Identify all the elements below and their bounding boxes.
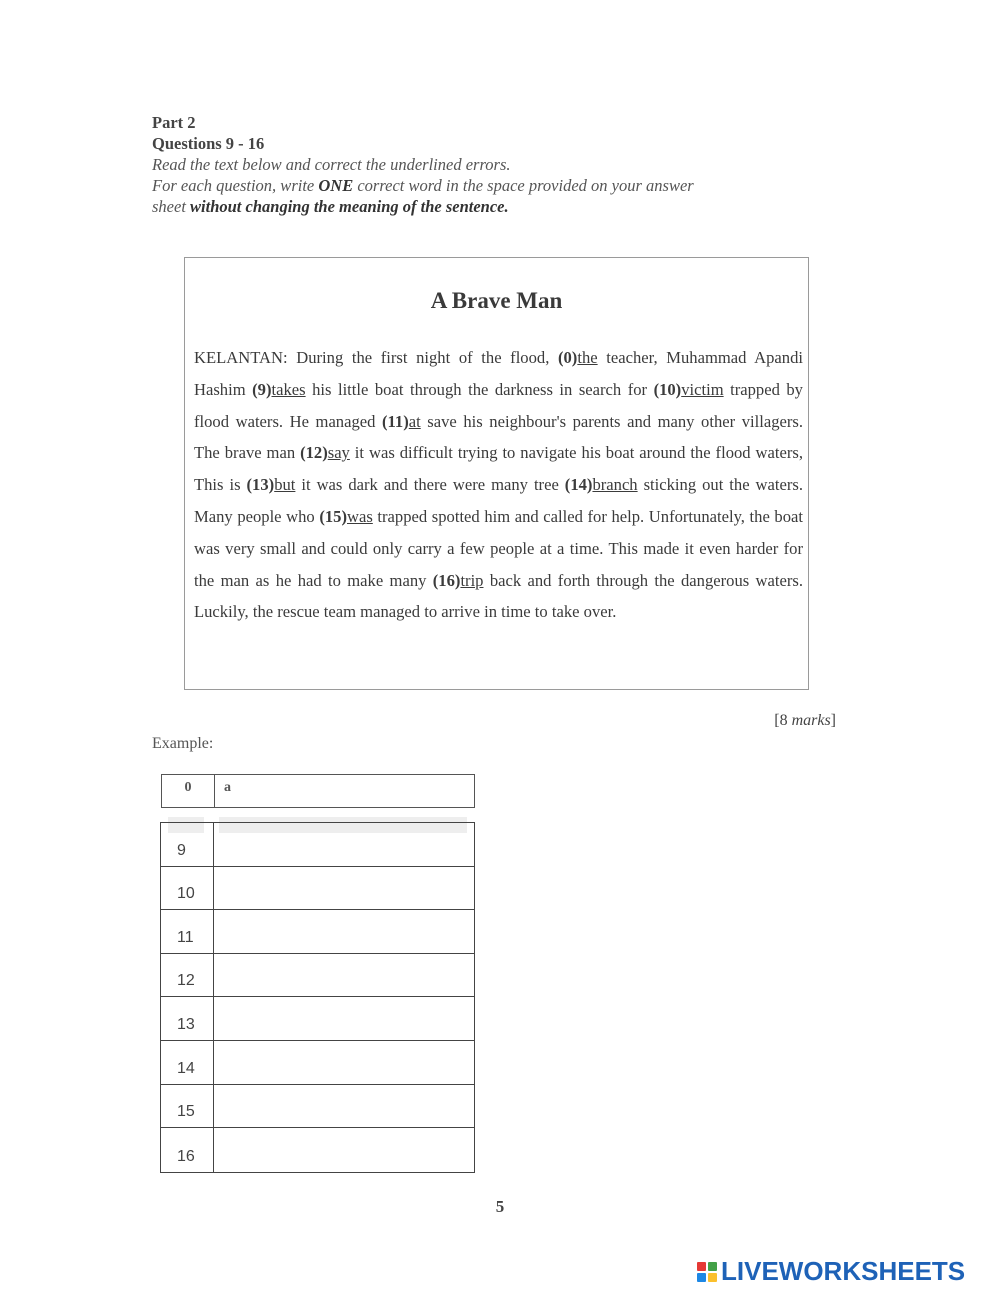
answer-number: 9 [161, 823, 214, 866]
example-number: 0 [162, 775, 215, 807]
example-answer: a [224, 780, 231, 795]
passage-segment: back and forth through the dangerous waters. Luckily, the rescue team managed to arrive in time to take over. [194, 570, 804, 622]
answer-number: 14 [161, 1041, 214, 1084]
answer-input-15[interactable] [214, 1085, 474, 1128]
logo-square [697, 1273, 706, 1282]
passage-segment: save his neighbour's parents and many other villagers. The brave man [194, 411, 803, 463]
answer-row [161, 867, 474, 911]
answer-table [160, 822, 475, 1173]
passage-segment: it was difficult trying to navigate his boat around the flood waters, This is [194, 443, 803, 495]
passage-segment: his little boat through the darkness in search for [305, 379, 654, 399]
logo-square [697, 1262, 706, 1271]
question-number: (0) [557, 348, 578, 367]
part-label: Part 2 [152, 113, 196, 132]
underlined-error: but [274, 475, 296, 495]
passage-segment: sticking out the waters. Many people who [194, 475, 803, 526]
question-number: (16) [432, 570, 461, 590]
question-number: (15) [319, 506, 347, 526]
answer-number: 11 [161, 910, 214, 953]
answer-input-12[interactable] [214, 954, 474, 997]
answer-input-11[interactable] [214, 910, 474, 953]
underlined-error: victim [681, 379, 724, 399]
answer-number: 15 [161, 1085, 214, 1128]
answer-input-9[interactable] [214, 823, 474, 866]
underlined-error: say [327, 443, 350, 463]
answer-row [161, 1041, 474, 1085]
logo-square [708, 1262, 717, 1271]
underlined-error: takes [271, 379, 306, 399]
answer-number: 12 [161, 954, 214, 997]
underlined-error: was [347, 506, 373, 526]
example-label: Example: [152, 735, 214, 752]
passage-segment: trapped spotted him and called for help. Unfortunately, the boat was very small and could only carry a few people at a time. This made it even harder for the man as he had to make many [194, 506, 803, 590]
answer-number: 16 [161, 1128, 214, 1172]
questions-label: Questions 9 - 16 [152, 134, 265, 153]
answer-input-14[interactable] [214, 1041, 474, 1084]
answer-row [161, 1085, 474, 1129]
underlined-error: trip [460, 570, 484, 590]
instructions [152, 112, 694, 217]
answer-input-10[interactable] [214, 867, 474, 910]
passage-title: A Brave Man [430, 288, 563, 313]
passage-segment: it was dark and there were many tree [295, 475, 565, 495]
instruction-line-3: sheet without changing the meaning of the sentence. [152, 197, 509, 216]
page-number: 5 [495, 1197, 505, 1216]
question-number: (9) [252, 379, 272, 399]
example-table [161, 774, 475, 808]
instruction-line-2: For each question, write ONE correct word in the space provided on your answer [152, 176, 694, 195]
answer-row [161, 823, 474, 867]
passage-segment: teacher, Muhammad Apandi Hashim [194, 348, 803, 399]
answer-number: 13 [161, 997, 214, 1040]
answer-row [161, 910, 474, 954]
passage-segment: trapped by flood waters. He managed [194, 379, 803, 431]
liveworksheets-logo [697, 1256, 965, 1287]
question-number: (11) [382, 411, 409, 431]
answer-number: 10 [161, 867, 214, 910]
instruction-line-1: Read the text below and correct the underlined errors. [152, 155, 511, 174]
logo-text: LIVEWORKSHEETS [721, 1256, 966, 1286]
answer-input-16[interactable] [214, 1128, 474, 1172]
marks-label: [8 marks] [774, 712, 836, 729]
question-number: (12) [300, 443, 328, 463]
question-number: (14) [564, 475, 593, 495]
underlined-error: the [577, 348, 598, 367]
question-number: (10) [653, 379, 682, 399]
answer-row [161, 1128, 474, 1172]
question-number: (13) [246, 475, 275, 495]
underlined-error: branch [592, 475, 638, 495]
answer-input-13[interactable] [214, 997, 474, 1040]
passage-text [194, 342, 803, 628]
passage-box [184, 257, 809, 690]
underlined-error: at [408, 411, 421, 431]
passage-segment: KELANTAN: During the first night of the flood, [194, 348, 558, 367]
logo-icon [697, 1262, 717, 1282]
logo-square [708, 1273, 717, 1282]
answer-row [161, 997, 474, 1041]
answer-row [161, 954, 474, 998]
